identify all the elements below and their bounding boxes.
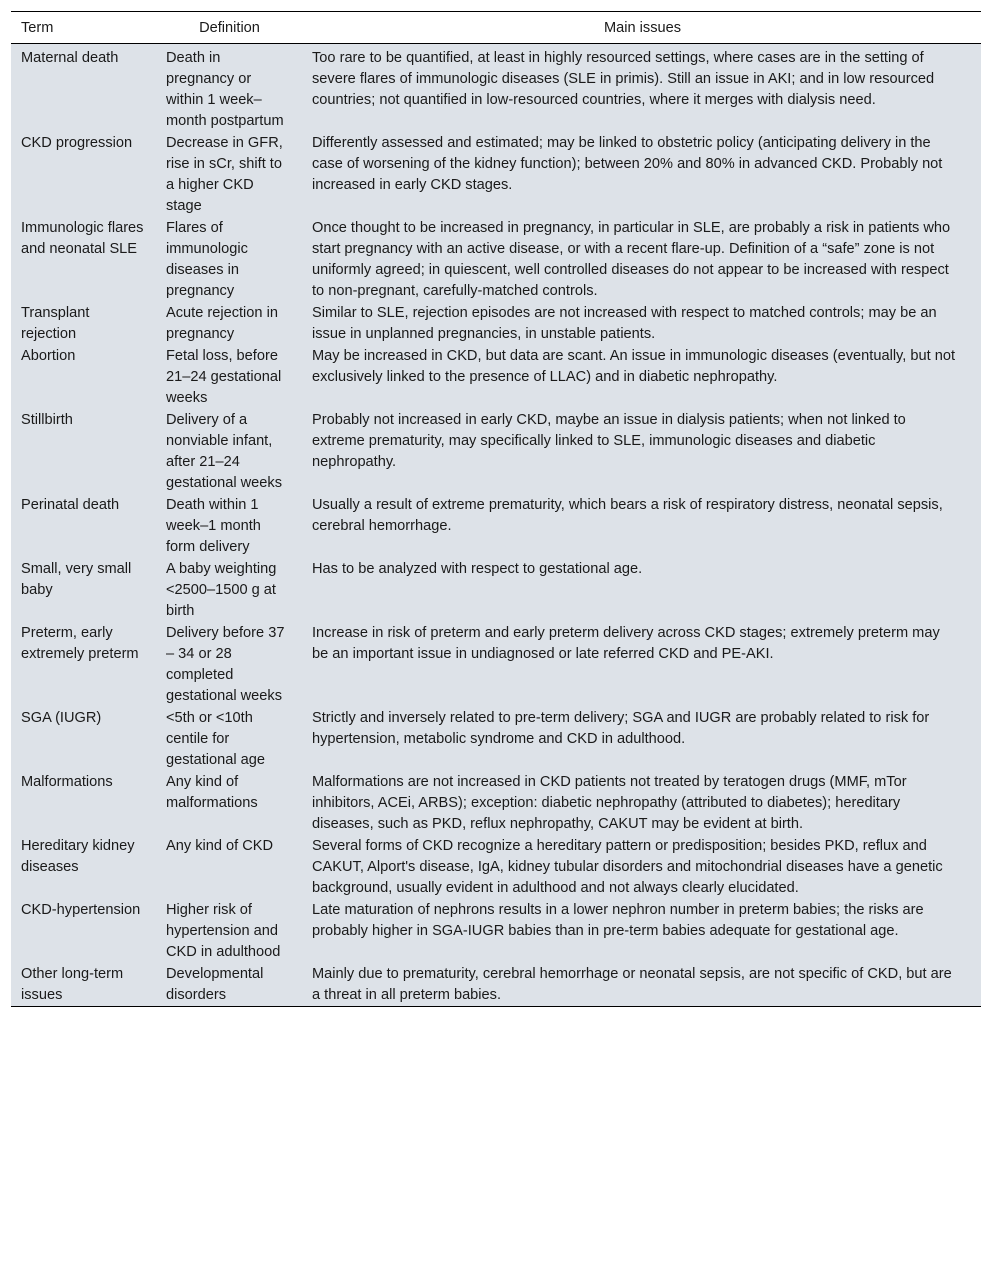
- cell-definition: Acute rejection in pregnancy: [166, 305, 278, 342]
- table-row: [11, 217, 981, 302]
- cell-definition: Any kind of malformations: [166, 774, 258, 811]
- cell-definition: Any kind of CKD: [166, 838, 274, 854]
- cell-issues: Malformations are not increased in CKD patients not treated by teratogen drugs (MMF, mTor inhibitors, ACEi, ARBS); exception: diabetic nephropathy (attributed to diabetes); hereditary diseases, such as PKD, reflux nephropathy, CAKUT may be evident at birth.: [312, 774, 907, 832]
- table-row: [11, 963, 981, 1007]
- cell-issues: Strictly and inversely related to pre-term delivery; SGA and IUGR are probably related to risk for hypertension, metabolic syndrome and CKD in adulthood.: [312, 710, 930, 747]
- cell-issues: Late maturation of nephrons results in a lower nephron number in preterm babies; the risks are probably higher in SGA-IUGR babies than in pre-term babies adequate for gestational age.: [312, 902, 924, 939]
- table-row: [11, 302, 981, 345]
- cell-definition: Fetal loss, before 21–24 gestational weeks: [166, 348, 282, 406]
- table-header: [11, 12, 981, 44]
- cell-term: SGA (IUGR): [21, 710, 102, 726]
- cell-issues: Usually a result of extreme prematurity, which bears a risk of respiratory distress, neonatal sepsis, cerebral hemorrhage.: [312, 497, 943, 534]
- table-row: [11, 835, 981, 899]
- header-definition: Definition: [199, 20, 260, 36]
- cell-issues: Has to be analyzed with respect to gestational age.: [312, 561, 643, 577]
- cell-definition: Delivery before 37 – 34 or 28 completed gestational weeks: [166, 625, 285, 704]
- table-row: [11, 558, 981, 622]
- cell-issues: Differently assessed and estimated; may be linked to obstetric policy (anticipating delivery in the case of worsening of the kidney function); between 20% and 80% in advanced CKD. Probably not increased in early CKD stages.: [312, 135, 943, 193]
- cell-issues: Probably not increased in early CKD, maybe an issue in dialysis patients; when not linked to extreme prematurity, may specifically linked to SLE, immunologic diseases and diabetic nephropathy.: [312, 412, 906, 470]
- cell-term: CKD progression: [21, 135, 133, 151]
- cell-definition: Death in pregnancy or within 1 week–month postpartum: [166, 50, 284, 129]
- document-page: [11, 11, 981, 1007]
- cell-definition: Death within 1 week–1 month form delivery: [166, 497, 261, 555]
- header-row: [11, 12, 981, 44]
- cell-issues: May be increased in CKD, but data are scant. An issue in immunologic diseases (eventually, but not exclusively linked to the presence of LLAC) and in diabetic nephropathy.: [312, 348, 956, 385]
- table-row: [11, 899, 981, 963]
- cell-term: Preterm, early extremely preterm: [21, 625, 139, 662]
- cell-term: Transplant rejection: [21, 305, 90, 342]
- cell-term: Malformations: [21, 774, 113, 790]
- cell-term: Other long-term issues: [21, 966, 124, 1003]
- cell-definition: Decrease in GFR, rise in sCr, shift to a higher CKD stage: [166, 135, 283, 214]
- cell-term: Maternal death: [21, 50, 119, 66]
- cell-issues: Once thought to be increased in pregnancy, in particular in SLE, are probably a risk in patients who start pregnancy with an active disease, or with a recent flare-up. Definition of a “safe” zone is not uniformly agreed; in quiescent, well controlled diseases do not appear to be increased with respect to non-pregnant, carefully-matched controls.: [312, 220, 951, 299]
- cell-term: Perinatal death: [21, 497, 120, 513]
- cell-issues: Increase in risk of preterm and early preterm delivery across CKD stages; extremely preterm may be an important issue in undiagnosed or late referred CKD and PE-AKI.: [312, 625, 940, 662]
- cell-term: CKD-hypertension: [21, 902, 141, 918]
- table-row: [11, 409, 981, 494]
- header-term: Term: [21, 20, 54, 36]
- cell-definition: Higher risk of hypertension and CKD in adulthood: [166, 902, 281, 960]
- cell-term: Small, very small baby: [21, 561, 132, 598]
- cell-issues: Similar to SLE, rejection episodes are not increased with respect to matched controls; may be an issue in unplanned pregnancies, in unstable patients.: [312, 305, 937, 342]
- cell-definition: <5th or <10th centile for gestational age: [166, 710, 265, 768]
- table-row: [11, 132, 981, 217]
- table-row: [11, 345, 981, 409]
- cell-definition: A baby weighting <2500–1500 g at birth: [166, 561, 277, 619]
- cell-definition: Flares of immunologic diseases in pregnancy: [166, 220, 248, 299]
- outcomes-table: [11, 11, 981, 1007]
- cell-issues: Too rare to be quantified, at least in highly resourced settings, where cases are in the setting of severe flares of immunologic diseases (SLE in primis). Still an issue in AKI; and in low resourced countries; not quantified in low-resourced countries, where it merges with dialysis need.: [312, 50, 935, 108]
- cell-term: Hereditary kidney diseases: [21, 838, 135, 875]
- table-row: [11, 707, 981, 771]
- table-row: [11, 494, 981, 558]
- cell-definition: Developmental disorders: [166, 966, 264, 1003]
- cell-definition: Delivery of a nonviable infant, after 21–24 gestational weeks: [166, 412, 283, 491]
- cell-term: Stillbirth: [21, 412, 73, 428]
- cell-term: Immunologic flares and neonatal SLE: [21, 220, 144, 257]
- cell-term: Abortion: [21, 348, 76, 364]
- table-row: [11, 622, 981, 707]
- table-row: [11, 44, 981, 133]
- table-row: [11, 771, 981, 835]
- cell-issues: Several forms of CKD recognize a hereditary pattern or predisposition; besides PKD, reflux and CAKUT, Alport's disease, IgA, kidney tubular disorders and mitochondrial diseases have a genetic background, usually evident in adulthood and not always clearly elucidated.: [312, 838, 943, 896]
- cell-issues: Mainly due to prematurity, cerebral hemorrhage or neonatal sepsis, are not specific of CKD, but are a threat in all preterm babies.: [312, 966, 952, 1003]
- header-main-issues: Main issues: [603, 20, 682, 36]
- table-body: [11, 44, 981, 1007]
